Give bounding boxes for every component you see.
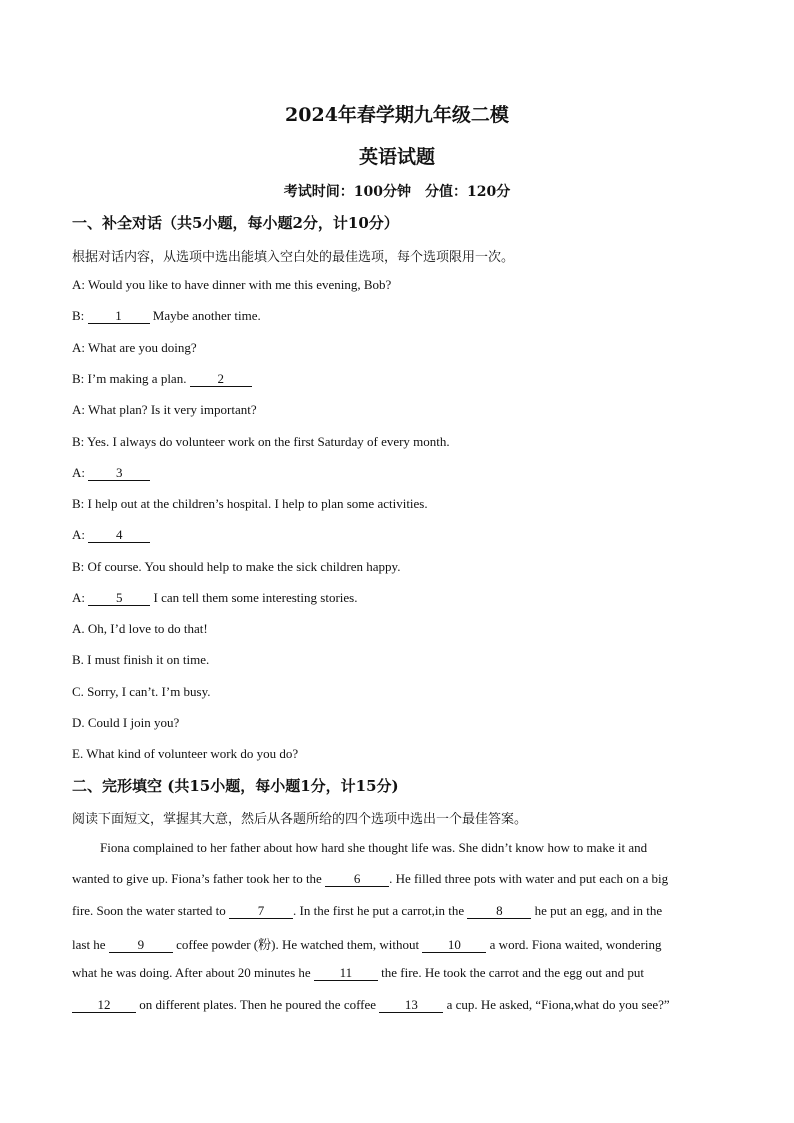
passage-text: what he was doing. After about 20 minutes he <box>72 965 314 981</box>
dialogue-text: A: What plan? Is it very important? <box>72 402 257 418</box>
passage-text: wanted to give up. Fiona’s father took her to the <box>72 871 326 887</box>
dialogue-text: I can tell them some interesting stories. <box>150 590 358 605</box>
option-item: B. I must finish it on time. <box>72 652 210 668</box>
dialogue-text: A: <box>72 464 89 480</box>
cloze-blank: 8 <box>467 904 531 919</box>
cloze-blank: 6 <box>325 872 389 887</box>
dialogue-text: A: What are you doing? <box>72 339 197 355</box>
dialogue-text: A: <box>72 590 89 605</box>
exam-title: 2024年春学期九年级二模 <box>285 104 509 126</box>
dialogue-text: B: <box>72 308 88 324</box>
cloze-blank: 13 <box>379 998 443 1013</box>
passage-text: the fire. He took the carrot and the egg out and put <box>377 965 644 981</box>
passage-text: a cup. He asked, “Fiona,what do you see?” <box>443 996 670 1012</box>
dialogue-line <box>72 559 400 575</box>
answer-blank: 3 <box>88 466 150 481</box>
passage-line <box>100 840 750 856</box>
passage-text: Fiona complained to her father about how hard she thought life was. She didn’t know how to make it and <box>100 840 648 855</box>
dialogue-text: B: Of course. You should help to make the sick children happy. <box>72 558 401 574</box>
answer-blank: 1 <box>88 309 150 324</box>
subject-title: 英语试题 <box>358 146 435 168</box>
passage-text: on different plates. Then he poured the coffee <box>136 996 380 1012</box>
passage-text: . He filled three pots with water and put each on a big <box>389 871 669 887</box>
option-item: A. Oh, I’d love to do that! <box>72 621 208 636</box>
answer-blank: 5 <box>88 591 150 606</box>
dialogue-line <box>72 434 450 450</box>
dialogue-line <box>72 496 428 512</box>
passage-line <box>72 997 722 1013</box>
passage-line <box>72 934 722 953</box>
passage-text: a word. Fiona waited, wondering <box>486 936 662 952</box>
answer-blank: 4 <box>88 528 150 543</box>
option-item: D. Could I join you? <box>72 714 180 730</box>
passage-text: . In the first he put a carrot,in the <box>293 902 468 918</box>
dialogue-text: B: I’m making a plan. <box>72 370 190 386</box>
section2-heading: 二、完形填空 (共15小题，每小题1分，计15分) <box>72 777 399 795</box>
section2-instruction: 阅读下面短文，掌握其大意，然后从各题所给的四个选项中选出一个最佳答案。 <box>72 812 528 827</box>
cloze-blank: 11 <box>314 966 378 981</box>
dialogue-line <box>72 527 150 543</box>
option-item: C. Sorry, I can’t. I’m busy. <box>72 683 211 699</box>
dialogue-line <box>72 465 150 481</box>
dialogue-line <box>72 402 257 418</box>
dialogue-text: B: I help out at the children’s hospital. I help to plan some activities. <box>72 496 428 512</box>
passage-line <box>72 965 722 981</box>
dialogue-line <box>72 371 252 387</box>
exam-info: 考试时间：100分钟 分值：120分 <box>283 184 511 200</box>
passage-text: last he <box>72 936 109 952</box>
dialogue-line <box>72 308 261 324</box>
dialogue-line <box>72 590 357 606</box>
passage-line <box>72 903 722 919</box>
cloze-blank: 7 <box>229 904 293 919</box>
passage-text: coffee powder (粉). He watched them, without <box>172 936 423 952</box>
section1-heading: 一、补全对话（共5小题，每小题2分，计10分） <box>72 214 399 232</box>
section1-instruction: 根据对话内容，从选项中选出能填入空白处的最佳选项，每个选项限用一次。 <box>72 250 515 265</box>
dialogue-line <box>72 277 391 293</box>
dialogue-text: A: <box>72 527 89 543</box>
passage-text: he put an egg, and in the <box>531 902 663 918</box>
dialogue-text: A: Would you like to have dinner with me this evening, Bob? <box>72 277 392 292</box>
cloze-blank: 10 <box>422 938 486 953</box>
answer-blank: 2 <box>190 372 252 387</box>
passage-text: fire. Soon the water started to <box>72 902 230 918</box>
dialogue-text: B: Yes. I always do volunteer work on the first Saturday of every month. <box>72 433 450 449</box>
cloze-blank: 9 <box>109 938 173 953</box>
cloze-blank: 12 <box>72 998 136 1013</box>
dialogue-text: Maybe another time. <box>149 308 261 324</box>
passage-line <box>72 871 722 887</box>
option-item: E. What kind of volunteer work do you do? <box>72 746 299 762</box>
dialogue-line <box>72 340 197 356</box>
